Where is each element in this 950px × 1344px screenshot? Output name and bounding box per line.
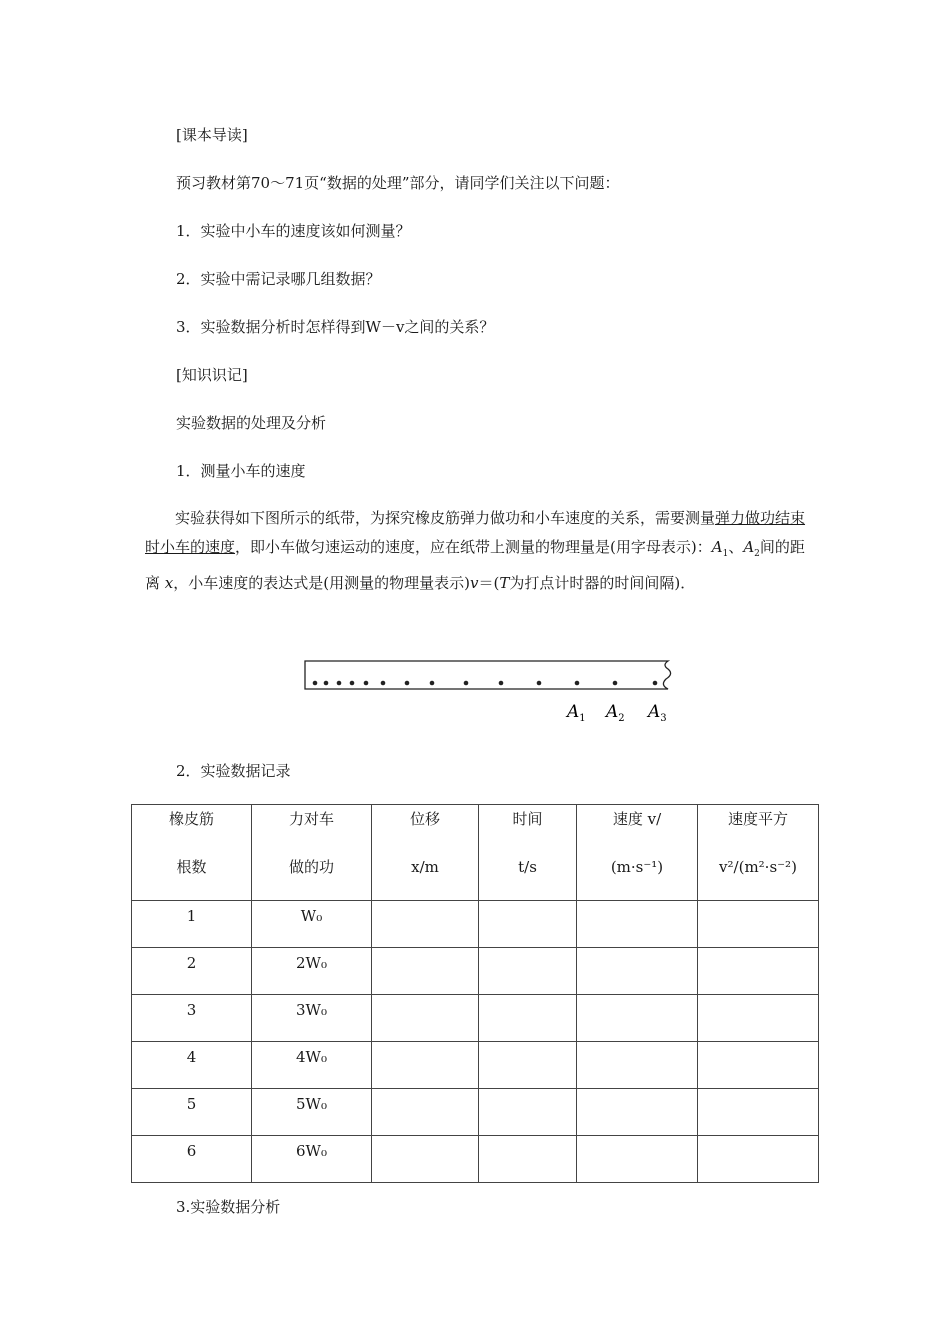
table-row (132, 901, 819, 948)
table-row (132, 948, 819, 995)
tape-dot (499, 681, 504, 686)
section-2-title: 2．实验数据记录 (176, 762, 291, 780)
table-cell: 4W₀ (252, 1042, 372, 1089)
table-cell (577, 1136, 698, 1183)
tape-dot (464, 681, 469, 686)
knowledge-heading: [知识识记] (176, 366, 248, 384)
tape-dot (337, 681, 342, 686)
data-record-table (131, 804, 819, 1183)
question-3: 3．实验数据分析时怎样得到W－v之间的关系？ (176, 318, 495, 336)
header-cell: 力对车 做的功 (252, 805, 372, 901)
table-cell (479, 901, 577, 948)
intro-text: 预习教材第70～71页“数据的处理”部分，请同学们关注以下问题： (176, 174, 620, 192)
table-row (132, 995, 819, 1042)
tape-dot (324, 681, 329, 686)
table-cell: 6 (132, 1136, 252, 1183)
table-cell (372, 995, 479, 1042)
section-3-title: 3.实验数据分析 (176, 1198, 281, 1216)
table-cell (479, 1136, 577, 1183)
tape-dot (350, 681, 355, 686)
table-cell: 5 (132, 1089, 252, 1136)
table-cell: 3 (132, 995, 252, 1042)
table-cell: 4 (132, 1042, 252, 1089)
paper-tape-figure (300, 655, 690, 730)
velocity-paragraph: 实验获得如下图所示的纸带，为探究橡皮筋弹力做功和小车速度的关系，需要测量弹力做功结束时小车的速度，即小车做匀速运动的速度，应在纸带上测量的物理量是(用字母表示)：$A_1$、$A_2$间的距离 x，小车速度的表达式是(用测量的物理量表示)v＝(T为打点计时器的时间间隔)． (145, 509, 806, 592)
table-header-row (132, 805, 819, 901)
guide-heading: [课本导读] (176, 126, 248, 144)
tape-dot (653, 681, 658, 686)
table-cell: 6W₀ (252, 1136, 372, 1183)
header-cell: 速度平方 v²/(m²·s⁻²) (698, 805, 819, 901)
header-cell: 时间 t/s (479, 805, 577, 901)
tape-dot (381, 681, 386, 686)
table-cell (698, 901, 819, 948)
table-cell: 2 (132, 948, 252, 995)
question-2: 2．实验中需记录哪几组数据？ (176, 270, 381, 288)
tape-dot (613, 681, 618, 686)
table-cell (479, 948, 577, 995)
tape-dot (364, 681, 369, 686)
table-cell (577, 995, 698, 1042)
tape-dot (537, 681, 542, 686)
table-cell (577, 901, 698, 948)
table-cell (698, 1042, 819, 1089)
table-cell (577, 1089, 698, 1136)
table-cell (698, 995, 819, 1042)
table-cell (372, 1042, 479, 1089)
label-a1: $A_1$ (567, 702, 586, 724)
label-a3: $A_3$ (648, 702, 667, 724)
table-row (132, 1042, 819, 1089)
table-cell (698, 1136, 819, 1183)
table-cell (372, 901, 479, 948)
table-cell (577, 1042, 698, 1089)
label-a2: $A_2$ (606, 702, 625, 724)
tape-dot (430, 681, 435, 686)
header-cell: 橡皮筋 根数 (132, 805, 252, 901)
table-cell: 1 (132, 901, 252, 948)
header-cell: 速度 v/ (m·s⁻¹) (577, 805, 698, 901)
table-cell: 3W₀ (252, 995, 372, 1042)
table-cell (372, 948, 479, 995)
table-cell (372, 1089, 479, 1136)
table-cell (479, 1042, 577, 1089)
table-cell: 5W₀ (252, 1089, 372, 1136)
section-1-title: 1．测量小车的速度 (176, 462, 306, 480)
table-row (132, 1136, 819, 1183)
topic-title: 实验数据的处理及分析 (176, 414, 327, 432)
table-row (132, 1089, 819, 1136)
table-cell (479, 1089, 577, 1136)
tape-dots (313, 681, 658, 686)
tape-dot (405, 681, 410, 686)
table-cell (698, 1089, 819, 1136)
header-cell: 位移 x/m (372, 805, 479, 901)
tape-dot (313, 681, 318, 686)
table-cell (479, 995, 577, 1042)
table-cell (698, 948, 819, 995)
table-cell (372, 1136, 479, 1183)
underlined-answer: 弹力做功结束时小车的速度 (145, 509, 806, 556)
table-cell (577, 948, 698, 995)
table-cell: W₀ (252, 901, 372, 948)
tape-dot (575, 681, 580, 686)
table-cell: 2W₀ (252, 948, 372, 995)
question-1: 1．实验中小车的速度该如何测量？ (176, 222, 411, 240)
